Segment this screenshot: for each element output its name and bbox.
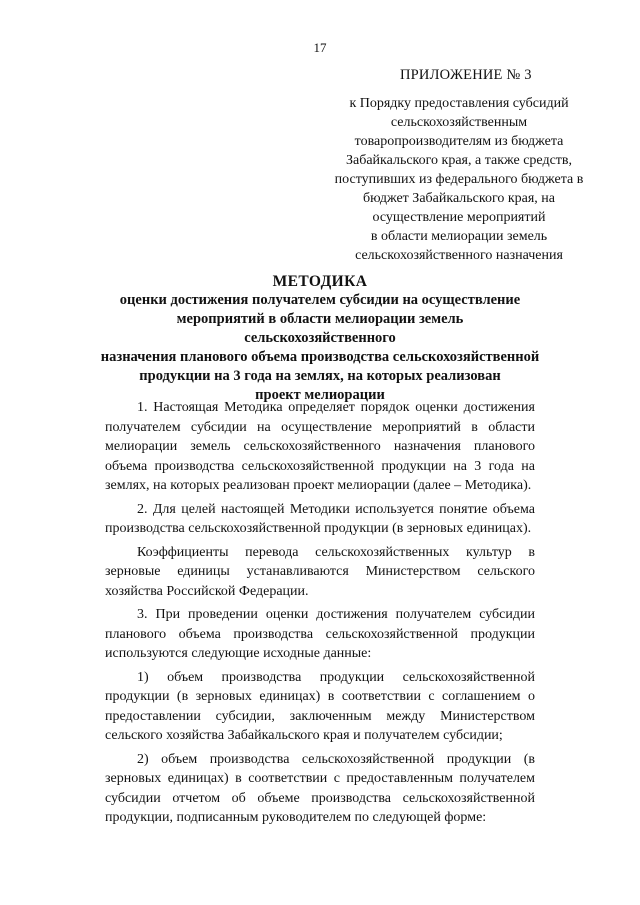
page-number: 17 [313, 40, 327, 55]
appendix-title: ПРИЛОЖЕНИЕ № 3 [400, 67, 532, 83]
document-heading [100, 272, 540, 405]
paragraph-3-item-1: 1) объем производства продукции сельскохозяйственной продукции (в зерновых единицах) в соответствии с соглашением о предоставлении субсидии, заключенным между Министерством сельского хозяйства Забайкальского края и получателем субсидии; [105, 669, 535, 743]
document-subtitle-line: назначения планового объема производства сельскохозяйственной [100, 349, 540, 365]
paragraph-3-item-2: 2) объем производства сельскохозяйственной продукции (в зерновых единицах) в соответствии с предоставленным получателем субсидии отчетом об объеме производства сельскохозяйственной продукции, подписанным руководителем по следующей форме: [105, 751, 535, 825]
appendix-subtitle-line: сельскохозяйственным [390, 115, 528, 130]
document-title: МЕТОДИКА [272, 273, 368, 290]
paragraph-3: 3. При проведении оценки достижения получателем субсидии планового объема производства сельскохозяйственной продукции используются следующие исходные данные: [105, 607, 535, 661]
document-body [105, 398, 535, 828]
appendix-subtitle [328, 94, 590, 265]
document-subtitle-line: оценки достижения получателем субсидии на осуществление [119, 292, 521, 308]
paragraph-coefficients: Коэффициенты перевода сельскохозяйственных культур в зерновые единицы устанавливаются Министерством сельского хозяйства Российской Федерации. [105, 544, 535, 599]
document-subtitle-line: проект мелиорации [255, 387, 385, 403]
document-subtitle-line: мероприятий в области мелиорации земель сельскохозяйственного [176, 311, 464, 346]
appendix-subtitle-line: осуществление мероприятий [372, 210, 546, 225]
paragraph-1: 1. Настоящая Методика определяет порядок оценки достижения получателем субсидии на осуществление мероприятий в области мелиорации земель сельскохозяйственного назначения планового объема производства сельскохозяйственной продукции на 3 года на землях, на которых реализован проект мелиорации (далее – Методика). [105, 400, 535, 493]
appendix-subtitle-line: поступивших из федерального бюджета в [334, 172, 584, 187]
document-subtitle-line: продукции на 3 года на землях, на которых реализован [139, 368, 501, 384]
appendix-subtitle-line: бюджет Забайкальского края, на [362, 191, 556, 206]
appendix-subtitle-line: Забайкальского края, а также средств, [345, 153, 573, 168]
appendix-subtitle-line: товаропроизводителям из бюджета [354, 134, 564, 149]
appendix-subtitle-line: к Порядку предоставления субсидий [349, 96, 569, 111]
appendix-subtitle-line: в области мелиорации земель [370, 229, 548, 244]
paragraph-2: 2. Для целей настоящей Методики используется понятие объема производства сельскохозяйственной продукции (в зерновых единицах). [105, 501, 535, 536]
appendix-subtitle-line: сельскохозяйственного назначения [355, 248, 563, 263]
